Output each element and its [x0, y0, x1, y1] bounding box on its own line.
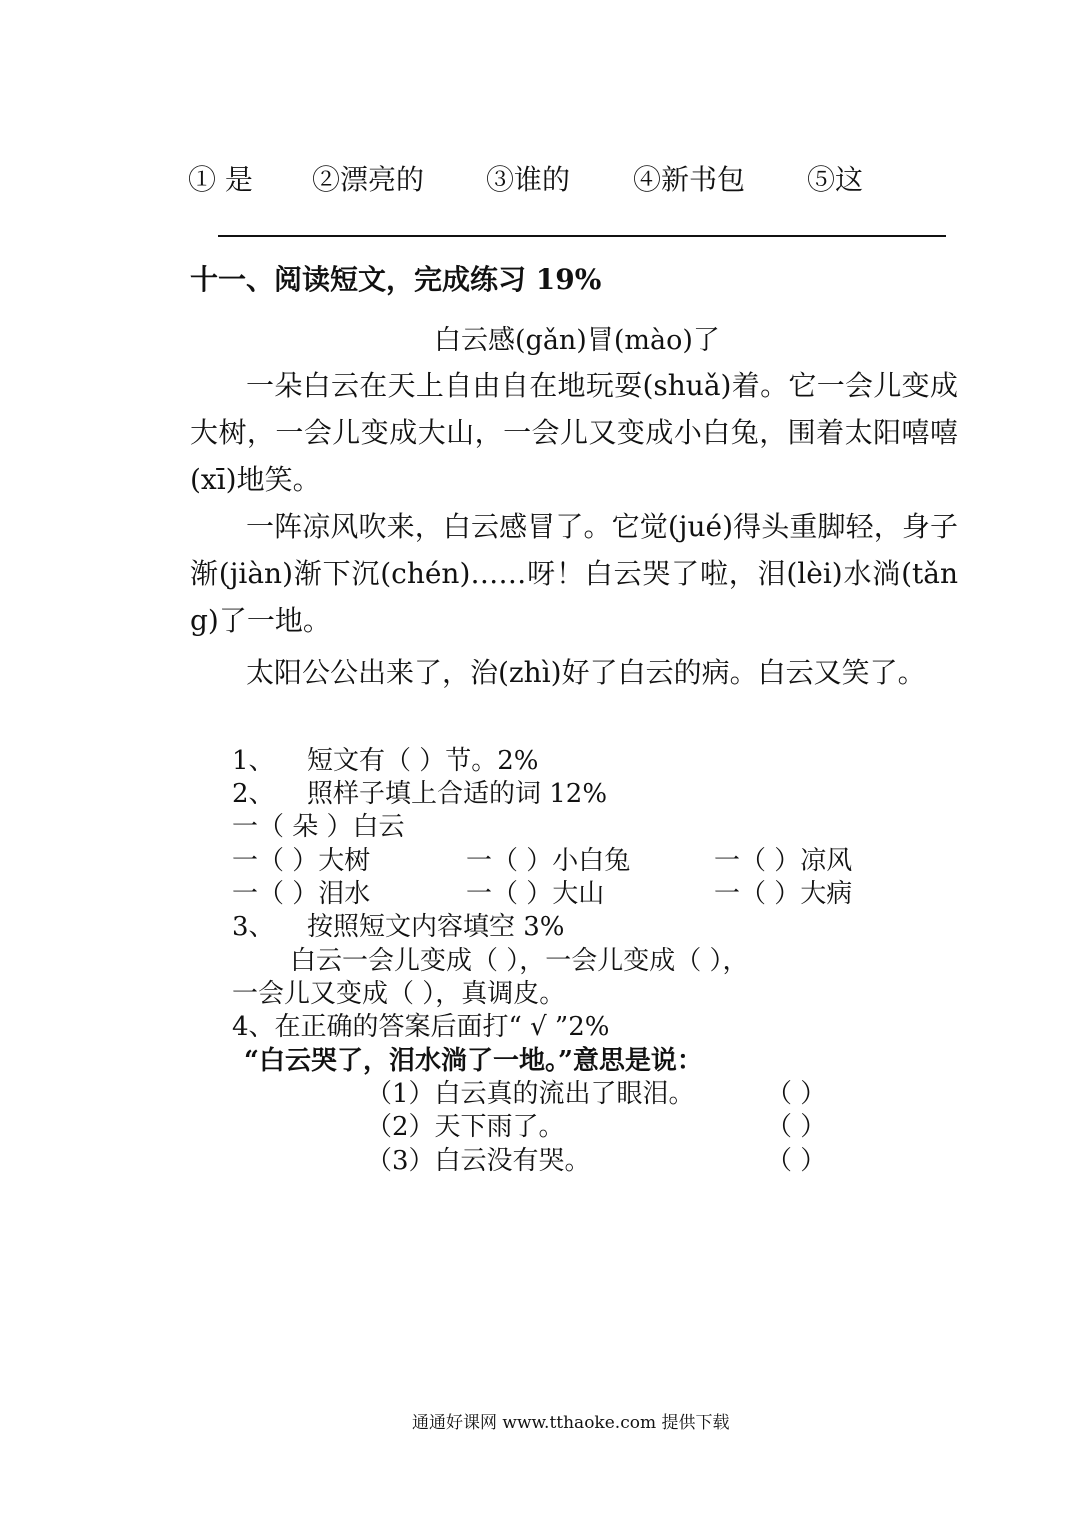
- fill-phrase: 一（ ）大山: [466, 879, 605, 909]
- story-paragraph: 一阵凉风吹来，白云感冒了。它觉(jué)得头重脚轻，身子渐(jiàn)渐下沉(chén)……呀！白云哭了啦，泪(lèi)水淌(tǎng)了一地。: [190, 510, 958, 637]
- question-text: 4、在正确的答案后面打“ √ ”2%: [232, 1012, 610, 1042]
- question-prompt: “白云哭了，泪水淌了一地。”意思是说：: [244, 1046, 703, 1076]
- word-item: ⑤这: [807, 163, 864, 196]
- example-phrase: 一（ 朵 ）白云: [232, 812, 405, 842]
- answer-line: [218, 235, 946, 237]
- story-paragraph: 太阳公公出来了，治(zhì)好了白云的病。白云又笑了。: [246, 656, 926, 689]
- question-number: 2、: [232, 779, 275, 809]
- answer-option: （2）天下雨了。: [366, 1112, 565, 1142]
- word-item: ④新书包: [633, 163, 746, 196]
- answer-option: （3）白云没有哭。: [366, 1146, 591, 1176]
- story-title: 白云感(gǎn)冒(mào)了: [434, 325, 720, 356]
- answer-blank: （ ）: [766, 1146, 827, 1176]
- section-heading: 十一、阅读短文，完成练习 19%: [190, 263, 602, 296]
- fill-phrase: 一（ ）大病: [714, 879, 853, 909]
- answer-option: （1）白云真的流出了眼泪。: [366, 1079, 695, 1109]
- fill-sentence: 一会儿又变成（ ），真调皮。: [232, 979, 566, 1009]
- word-item: ③谁的: [486, 163, 571, 196]
- story-paragraph: 一朵白云在天上自由自在地玩耍(shuǎ)着。它一会儿变成大树，一会儿变成大山，一会儿又变成小白兔，围着太阳嘻嘻(xī)地笑。: [190, 369, 958, 496]
- question-text: 短文有（ ）节。2%: [307, 746, 539, 776]
- word-item: ②漂亮的: [312, 163, 425, 196]
- fill-phrase: 一（ ）泪水: [232, 879, 371, 909]
- answer-blank: （ ）: [766, 1079, 827, 1109]
- question-text: 照样子填上合适的词 12%: [307, 779, 608, 809]
- fill-phrase: 一（ ）大树: [232, 846, 371, 876]
- fill-phrase: 一（ ）小白兔: [466, 846, 631, 876]
- word-item: ① 是: [188, 163, 253, 196]
- question-text: 按照短文内容填空 3%: [307, 912, 565, 942]
- question-number: 1、: [232, 746, 275, 776]
- fill-phrase: 一（ ）凉风: [714, 846, 853, 876]
- question-number: 3、: [232, 912, 275, 942]
- answer-blank: （ ）: [766, 1112, 827, 1142]
- fill-sentence: 白云一会儿变成（ ），一会儿变成（ ），: [290, 946, 749, 976]
- footer-text: 通通好课网 www.tthaoke.com 提供下载: [412, 1413, 730, 1433]
